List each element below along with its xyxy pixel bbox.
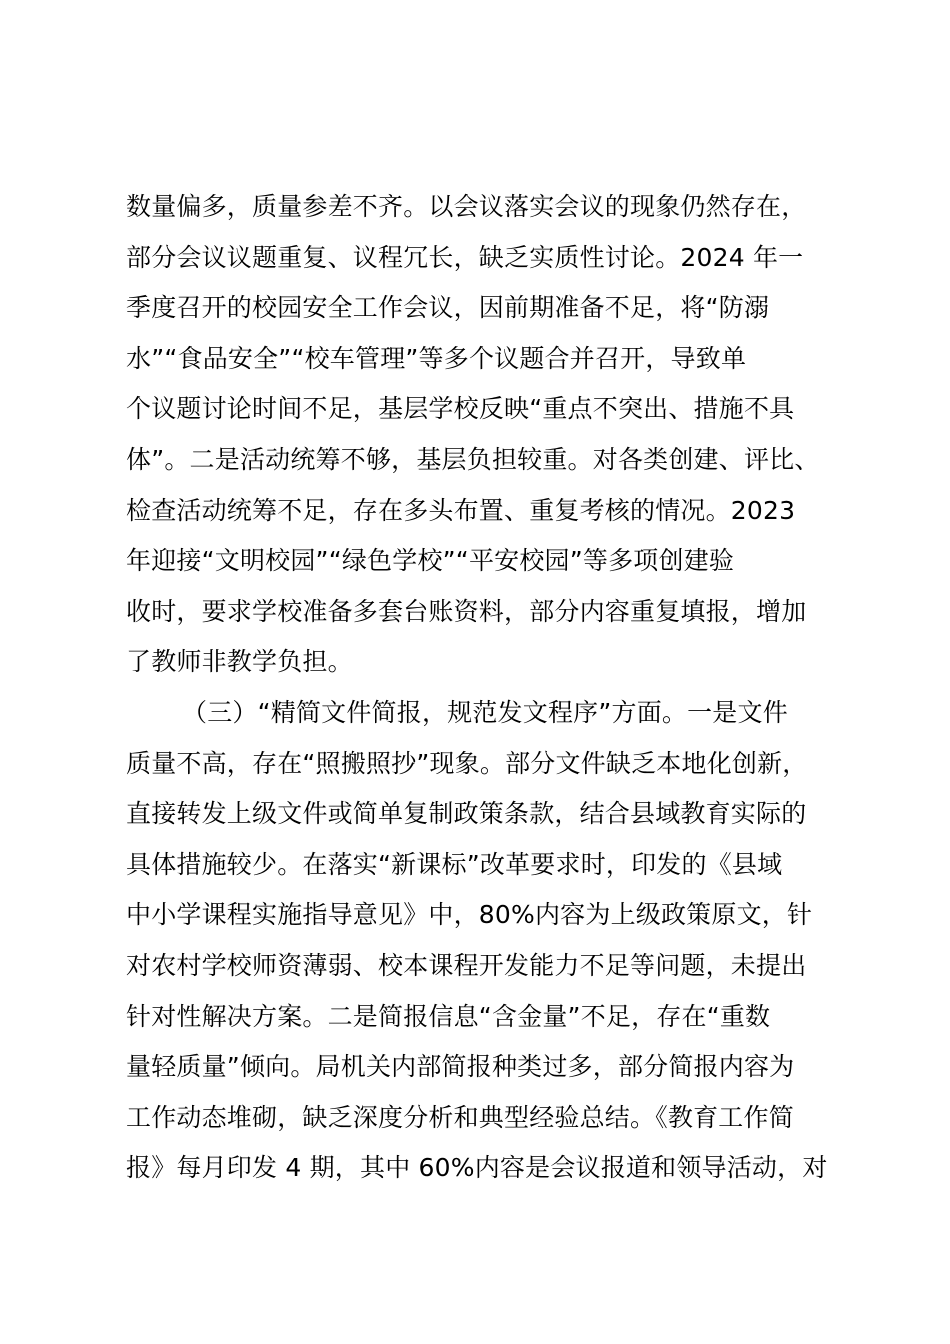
text-line: 中小学课程实施指导意见》中，80%内容为上级政策原文，针: [126, 900, 813, 930]
text-line: 质量不高，存在“照搬照抄”现象。部分文件缺乏本地化创新，: [126, 748, 808, 778]
text-line: 检查活动统筹不足，存在多头布置、重复考核的情况。2023: [126, 495, 796, 525]
text-line: 数量偏多，质量参差不齐。以会议落实会议的现象仍然存在，: [126, 192, 807, 221]
section-heading-line: （三）“精简文件简报，规范发文程序”方面。一是文件: [182, 697, 788, 727]
text-line: 收时，要求学校准备多套台账资料，部分内容重复填报，增加: [126, 596, 807, 626]
text-line: 年迎接“文明校园”“绿色学校”“平安校园”等多项创建验: [126, 546, 735, 576]
text-line: 部分会议议题重复、议程冗长，缺乏实质性讨论。2024 年一: [126, 242, 804, 272]
text-line: 体”。二是活动统筹不够，基层负担较重。对各类创建、评比、: [126, 444, 820, 474]
text-line: 水”“食品安全”“校车管理”等多个议题合并召开，导致单: [126, 343, 747, 373]
text-line: 报》每月印发 4 期，其中 60%内容是会议报道和领导活动，对: [126, 1153, 828, 1183]
text-line: 对农村学校师资薄弱、校本课程开发能力不足等问题，未提出: [126, 950, 807, 980]
text-line: 季度召开的校园安全工作会议，因前期准备不足，将“防溺: [126, 293, 770, 323]
document-body: [126, 182, 846, 1194]
text-line: 直接转发上级文件或简单复制政策条款，结合县域教育实际的: [126, 799, 807, 829]
text-line: 具体措施较少。在落实“新课标”改革要求时，印发的《县域: [126, 849, 783, 879]
text-line: 工作动态堆砌，缺乏深度分析和典型经验总结。《教育工作简: [126, 1102, 794, 1132]
text-line: 个议题讨论时间不足，基层学校反映“重点不突出、措施不具: [126, 394, 795, 424]
text-line: 了教师非教学负担。: [126, 647, 353, 677]
text-line: 针对性解决方案。二是简报信息“含金量”不足，存在“重数: [126, 1001, 771, 1031]
text-line: 量轻质量”倾向。局机关内部简报种类过多，部分简报内容为: [126, 1052, 795, 1082]
